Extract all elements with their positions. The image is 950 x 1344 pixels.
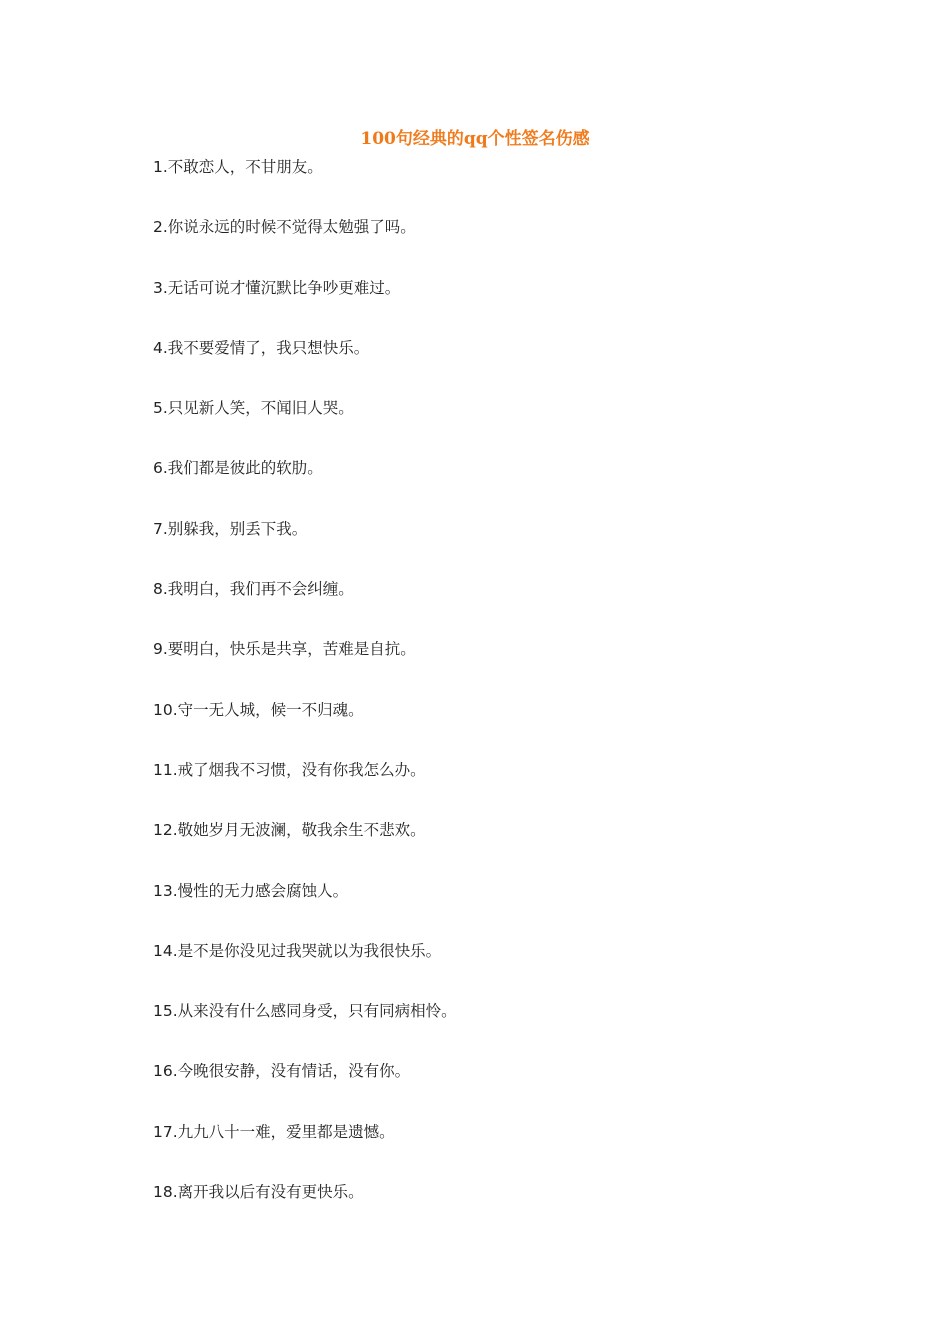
list-item: 9.要明白，快乐是共享，苦难是自抗。 — [153, 640, 416, 659]
list-item: 8.我明白，我们再不会纠缠。 — [153, 580, 354, 599]
document-title: 100句经典的qq个性签名伤感 — [360, 129, 590, 149]
list-item: 18.离开我以后有没有更快乐。 — [153, 1183, 364, 1202]
list-item: 2.你说永远的时候不觉得太勉强了吗。 — [153, 218, 416, 237]
list-item: 3.无话可说才懂沉默比争吵更难过。 — [153, 278, 401, 297]
list-item: 16.今晚很安静，没有情话，没有你。 — [153, 1062, 411, 1081]
list-item: 15.从来没有什么感同身受，只有同病相怜。 — [153, 1002, 457, 1021]
list-item: 12.敬她岁月无波澜，敬我余生不悲欢。 — [153, 821, 426, 840]
signature-list — [153, 154, 457, 1239]
list-item: 11.戒了烟我不习惯，没有你我怎么办。 — [153, 760, 426, 779]
list-item: 6.我们都是彼此的软肋。 — [153, 459, 323, 478]
list-item: 7.别躲我，别丢下我。 — [153, 519, 308, 538]
list-item: 14.是不是你没见过我哭就以为我很快乐。 — [153, 941, 442, 960]
list-item: 1.不敢恋人，不甘朋友。 — [153, 158, 323, 176]
list-item: 5.只见新人笑，不闻旧人哭。 — [153, 399, 354, 418]
list-item: 10.守一无人城，候一不归魂。 — [153, 700, 364, 719]
list-item: 17.九九八十一难，爱里都是遗憾。 — [153, 1122, 395, 1141]
list-item: 13.慢性的无力感会腐蚀人。 — [153, 881, 349, 900]
list-item: 4.我不要爱情了，我只想快乐。 — [153, 338, 370, 357]
